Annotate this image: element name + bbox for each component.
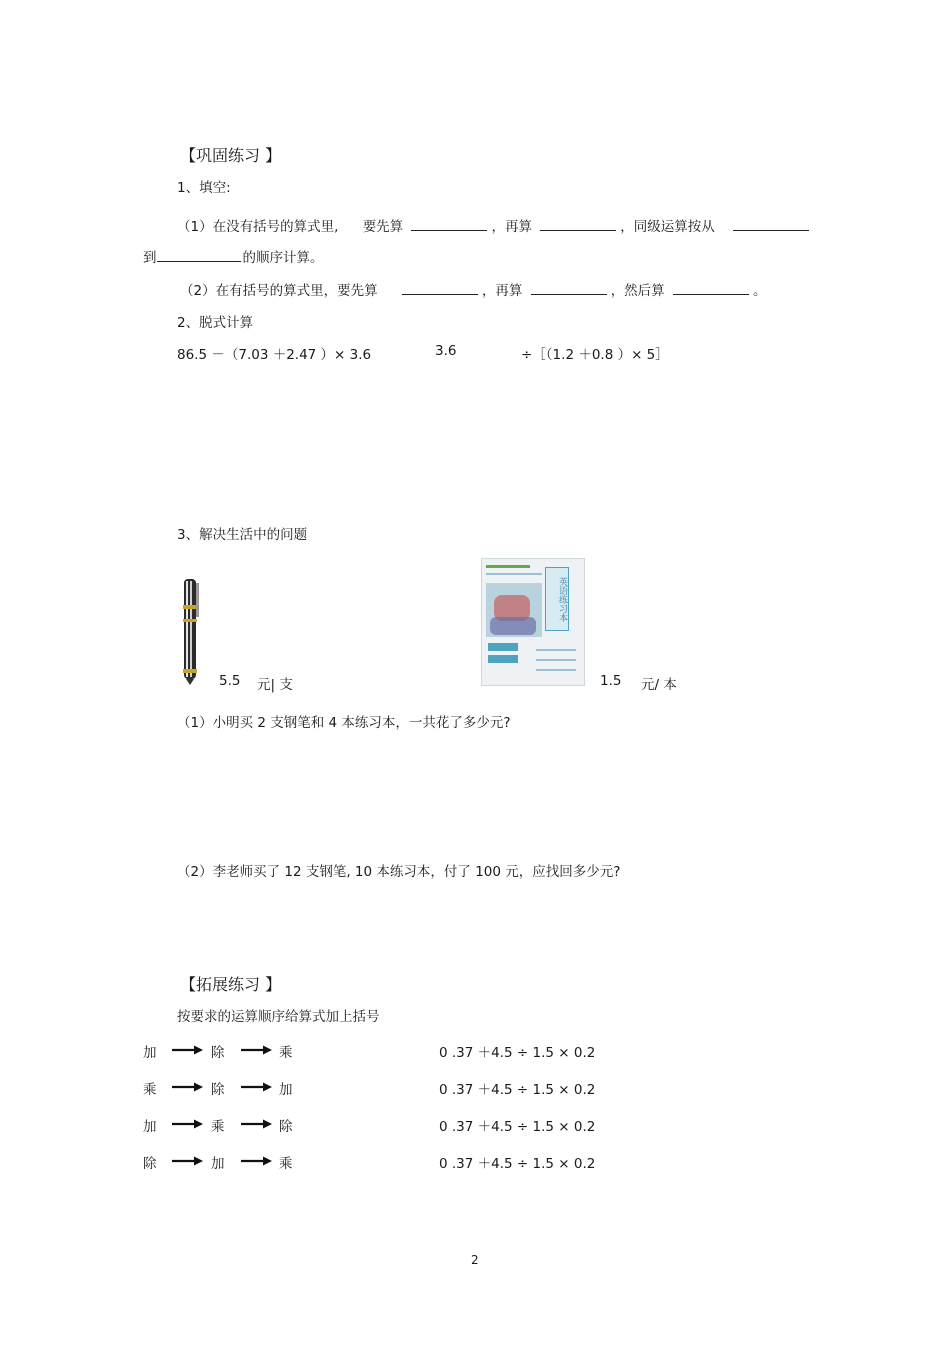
arrow-right-icon [172,1153,204,1169]
operation-third: 乘 [279,1045,293,1061]
pen-image [180,575,204,685]
q2-expression-1: 86.5 －（7.03 ＋2.47 ）× 3.6 [177,347,372,363]
arrow-right-icon [172,1079,204,1095]
fill-blank[interactable] [673,282,749,295]
q1-line2 [143,246,324,266]
fill-blank[interactable] [531,282,607,295]
operation-third: 乘 [279,1156,293,1172]
q1-line3-text-c: ，然后算 [610,283,665,299]
section-title-extension: 【拓展练习 】 [180,975,282,994]
extension-expression: 0 .37 ＋4.5 ÷ 1.5 × 0.2 [439,1156,596,1172]
fill-blank[interactable] [733,218,809,231]
q1-line3-text-d: 。 [752,283,767,299]
extension-expression: 0 .37 ＋4.5 ÷ 1.5 × 0.2 [439,1045,596,1061]
q1-line1-text-c: ，再算 [491,219,532,235]
q1-line3-text-b: ，再算 [481,283,523,299]
q3-sub-question-2: （2）李老师买了 12 支钢笔, 10 本练习本，付了 100 元，应找回多少元? [177,864,621,880]
pen-icon [180,575,204,685]
pen-price: 5.5 [219,673,241,689]
fill-blank[interactable] [402,282,478,295]
q1-line3 [180,279,766,299]
operation-first: 乘 [143,1082,157,1098]
extension-expression: 0 .37 ＋4.5 ÷ 1.5 × 0.2 [439,1119,596,1135]
fill-blank[interactable] [411,218,487,231]
q2-expression-2-number: 3.6 [435,343,457,359]
q2-label: 2、脱式计算 [177,315,254,331]
q3-label: 3、解决生活中的问题 [177,527,308,543]
q1-line1-text-a: （1）在没有括号的算式里, [177,219,339,235]
q1-line3-text-a: （2）在有括号的算式里，要先算 [180,283,378,299]
fill-blank[interactable] [540,218,616,231]
arrow-right-icon [241,1042,273,1058]
operation-first: 加 [143,1119,157,1135]
section-title-practice: 【巩固练习 】 [180,146,282,165]
book-price: 1.5 [600,673,622,689]
extension-expression: 0 .37 ＋4.5 ÷ 1.5 × 0.2 [439,1082,596,1098]
book-unit: 元/ 本 [641,677,677,693]
page-number: 2 [471,1253,479,1267]
operation-second: 乘 [211,1119,225,1135]
operation-first: 加 [143,1045,157,1061]
arrow-right-icon [172,1116,204,1132]
q1-line2-text-b: 的顺序计算。 [242,250,324,266]
q1-line2-text-a: 到 [143,250,157,266]
operation-second: 除 [211,1045,225,1061]
arrow-right-icon [172,1042,204,1058]
pen-unit: 元| 支 [257,677,293,693]
extension-instruction: 按要求的运算顺序给算式加上括号 [177,1009,380,1025]
arrow-right-icon [241,1116,273,1132]
book-cover-title: 英语练习本 [545,567,569,631]
q1-line1 [177,215,813,235]
operation-third: 除 [279,1119,293,1135]
fill-blank[interactable] [157,249,241,262]
q3-sub-question-1: （1）小明买 2 支钢笔和 4 本练习本，一共花了多少元? [177,715,511,731]
operation-second: 加 [211,1156,225,1172]
operation-first: 除 [143,1156,157,1172]
q1-line1-text-b: 要先算 [362,219,404,235]
arrow-right-icon [241,1153,273,1169]
arrow-right-icon [241,1079,273,1095]
q2-expression-2-rest: ÷［（1.2 ＋0.8 ）× 5］ [521,347,669,363]
q1-line1-text-d: ，同级运算按从 [620,219,715,235]
exercise-book-image [481,558,585,686]
q1-label: 1、填空: [177,180,231,196]
operation-third: 加 [279,1082,293,1098]
operation-second: 除 [211,1082,225,1098]
